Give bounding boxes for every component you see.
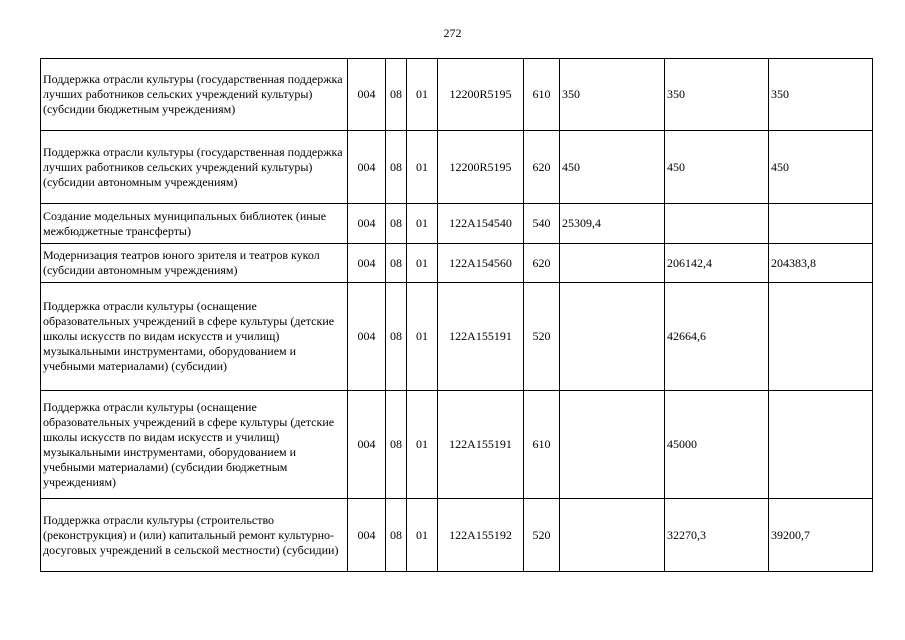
subsection-code: 01 [407, 244, 438, 283]
amount-year-3: 450 [769, 131, 873, 204]
amount-year-2: 450 [665, 131, 769, 204]
budget-table-body [41, 59, 873, 572]
section-code: 08 [386, 204, 407, 244]
subsection-code: 01 [407, 283, 438, 391]
table-row [41, 204, 873, 244]
row-name: Поддержка отрасли культуры (государственная поддержка лучших работников сельских учреждений культуры) (субсидии бюджетным учреждениям) [41, 59, 348, 131]
target-code: 12200R5195 [438, 59, 524, 131]
target-code: 12200R5195 [438, 131, 524, 204]
ministry-code: 004 [348, 59, 386, 131]
target-code: 122A155192 [438, 499, 524, 572]
budget-table [40, 58, 873, 572]
page-number: 272 [443, 26, 462, 40]
expense-type-code: 620 [524, 244, 560, 283]
row-name: Поддержка отрасли культуры (оснащение образовательных учреждений в сфере культуры (детские школы искусств по видам искусств и училищ) музыкальными инструментами, оборудованием и учебными материалами) (субсидии бюджетным учреждениям) [41, 391, 348, 499]
amount-year-1: 25309,4 [560, 204, 665, 244]
amount-year-1 [560, 283, 665, 391]
row-name: Создание модельных муниципальных библиотек (иные межбюджетные трансферты) [41, 204, 348, 244]
amount-year-3 [769, 283, 873, 391]
table-row [41, 283, 873, 391]
section-code: 08 [386, 59, 407, 131]
amount-year-2 [665, 204, 769, 244]
amount-year-3: 350 [769, 59, 873, 131]
subsection-code: 01 [407, 131, 438, 204]
table-row [41, 59, 873, 131]
section-code: 08 [386, 283, 407, 391]
target-code: 122A155191 [438, 391, 524, 499]
table-row [41, 499, 873, 572]
amount-year-2: 206142,4 [665, 244, 769, 283]
section-code: 08 [386, 131, 407, 204]
table-row [41, 244, 873, 283]
expense-type-code: 610 [524, 391, 560, 499]
amount-year-1: 350 [560, 59, 665, 131]
subsection-code: 01 [407, 391, 438, 499]
target-code: 122A154540 [438, 204, 524, 244]
row-name: Поддержка отрасли культуры (оснащение образовательных учреждений в сфере культуры (детские школы искусств по видам искусств и училищ) музыкальными инструментами, оборудованием и учебными материалами) (субсидии) [41, 283, 348, 391]
ministry-code: 004 [348, 499, 386, 572]
section-code: 08 [386, 391, 407, 499]
row-name: Поддержка отрасли культуры (государственная поддержка лучших работников сельских учреждений культуры) (субсидии автономным учреждениям) [41, 131, 348, 204]
ministry-code: 004 [348, 131, 386, 204]
expense-type-code: 520 [524, 499, 560, 572]
amount-year-3 [769, 391, 873, 499]
subsection-code: 01 [407, 499, 438, 572]
ministry-code: 004 [348, 391, 386, 499]
table-row [41, 391, 873, 499]
expense-type-code: 520 [524, 283, 560, 391]
amount-year-2: 42664,6 [665, 283, 769, 391]
expense-type-code: 620 [524, 131, 560, 204]
amount-year-3 [769, 204, 873, 244]
expense-type-code: 610 [524, 59, 560, 131]
amount-year-1 [560, 391, 665, 499]
amount-year-1 [560, 499, 665, 572]
section-code: 08 [386, 244, 407, 283]
amount-year-3: 204383,8 [769, 244, 873, 283]
row-name: Модернизация театров юного зрителя и театров кукол (субсидии автономным учреждениям) [41, 244, 348, 283]
row-name: Поддержка отрасли культуры (строительство (реконструкция) и (или) капитальный ремонт культурно-досуговых учреждений в сельской местности) (субсидии) [41, 499, 348, 572]
amount-year-1: 450 [560, 131, 665, 204]
table-row [41, 131, 873, 204]
amount-year-2: 45000 [665, 391, 769, 499]
target-code: 122A155191 [438, 283, 524, 391]
amount-year-2: 32270,3 [665, 499, 769, 572]
ministry-code: 004 [348, 204, 386, 244]
amount-year-3: 39200,7 [769, 499, 873, 572]
target-code: 122A154560 [438, 244, 524, 283]
ministry-code: 004 [348, 244, 386, 283]
subsection-code: 01 [407, 59, 438, 131]
ministry-code: 004 [348, 283, 386, 391]
section-code: 08 [386, 499, 407, 572]
subsection-code: 01 [407, 204, 438, 244]
amount-year-2: 350 [665, 59, 769, 131]
expense-type-code: 540 [524, 204, 560, 244]
amount-year-1 [560, 244, 665, 283]
